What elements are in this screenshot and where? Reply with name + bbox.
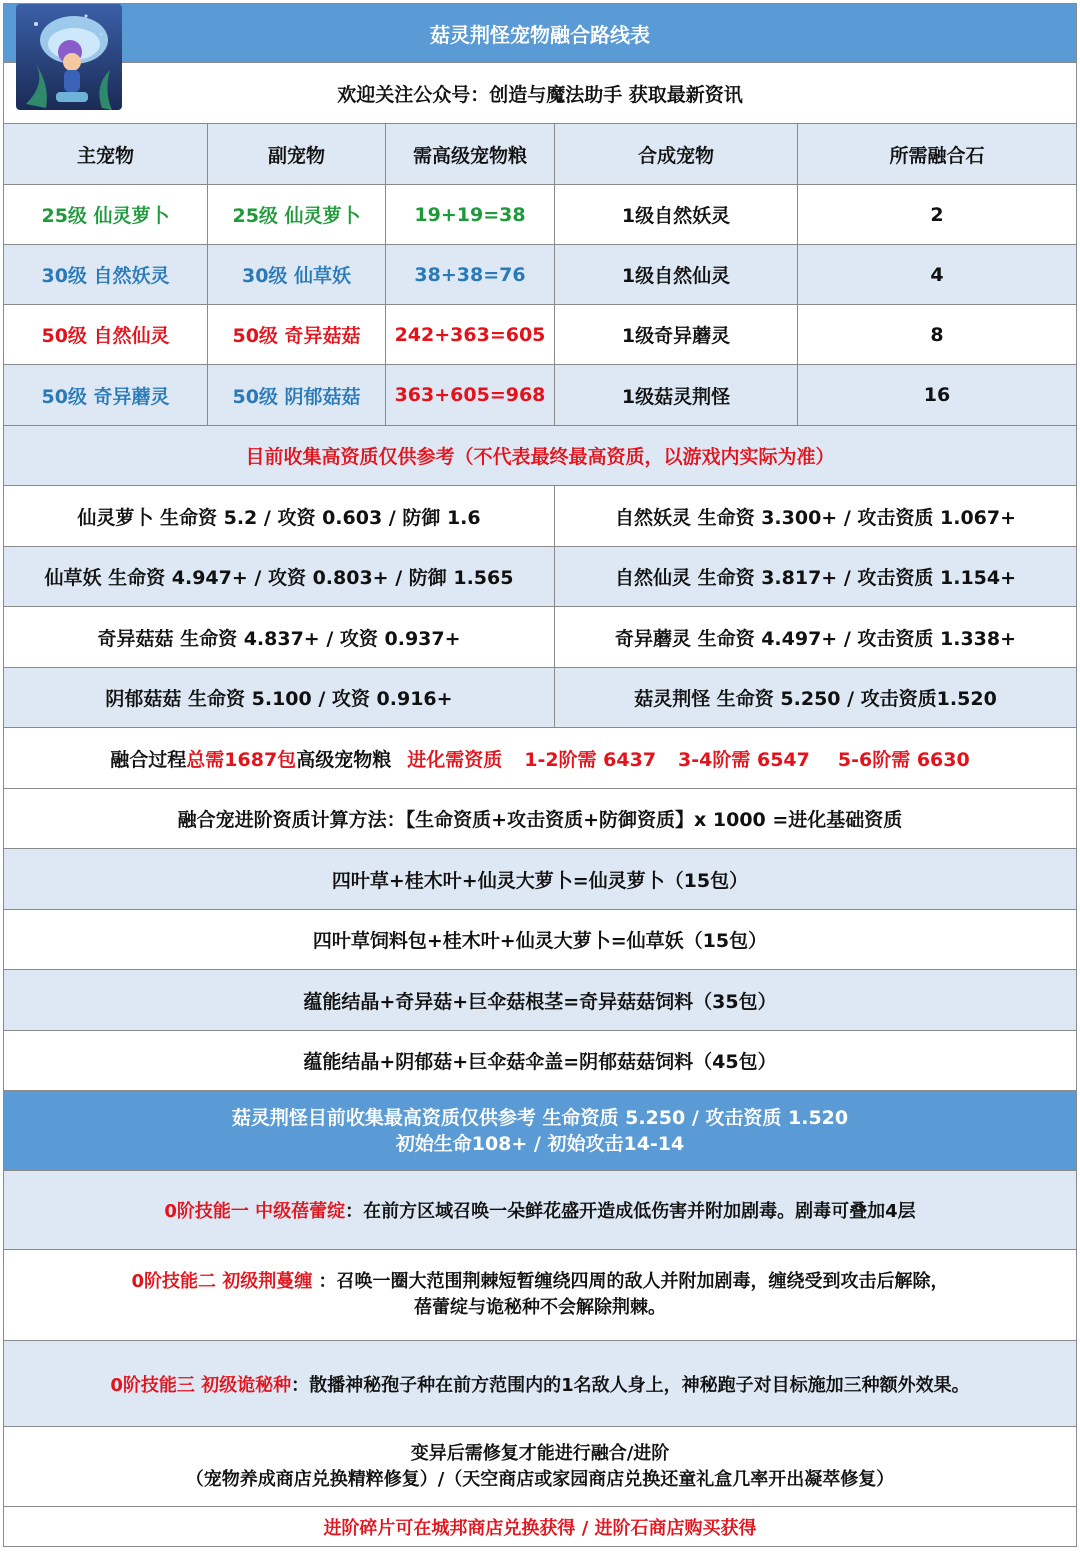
quality-right: 奇异蘑灵 生命资 4.497+ / 攻击资质 1.338+ [614,627,1017,650]
evolve-label: 进化需资质 [407,748,503,771]
result-pet: 1级自然仙灵 [555,245,798,304]
sub-pet: 50级 奇异菇菇 [208,305,386,364]
recipe-text: 蕴能结晶+阴郁菇+巨伞菇伞盖=阴郁菇菇饲料（45包） [303,1051,777,1073]
sub-pet: 25级 仙灵萝卜 [208,185,386,244]
quality-note: 目前收集高资质仅供参考（不代表最终最高资质，以游戏内实际为准） [245,446,835,468]
skill-row [4,1341,1076,1427]
quality-row [4,486,1076,547]
result-pet: 1级自然妖灵 [555,185,798,244]
skill-row [4,1250,1076,1341]
food-amount: 363+605=968 [386,365,555,425]
pet-avatar-image [16,4,122,110]
quality-left: 奇异菇菇 生命资 4.837+ / 攻资 0.937+ [4,607,555,667]
title-row [4,4,1076,63]
formula-text: 融合宠进阶资质计算方法：【生命资质+攻击资质+防御资质】x 1000 =进化基础资质 [177,809,903,831]
table-row [4,305,1076,365]
mutation-line2: （宠物养成商店兑换精粹修复）/（天空商店或家园商店兑换还童礼盒几率开出凝萃修复） [185,1468,895,1490]
footer-text: 进阶碎片可在城邦商店兑换获得 / 进阶石商店购买获得 [323,1517,757,1539]
recipe-text: 蕴能结晶+奇异菇+巨伞菇根茎=奇异菇菇饲料（35包） [303,990,777,1013]
skill-2-label: 0阶技能二 初级荆蔓缠 [131,1271,313,1292]
skill-3-desc: ：散播神秘孢子种在前方范围内的1名敌人身上，神秘跑子对目标施加三种额外效果。 [291,1374,970,1396]
food-amount: 242+363=605 [386,305,555,364]
table-row [4,245,1076,305]
final-quality [4,1091,1076,1170]
final-quality-line2: 初始生命108+ / 初始攻击14-14 [395,1132,685,1155]
quality-left: 仙灵萝卜 生命资 5.2 / 攻资 0.603 / 防御 1.6 [4,486,555,546]
stage-3-4: 3-4阶需 6547 [678,748,810,771]
quality-left: 阴郁菇菇 生命资 5.100 / 攻资 0.916+ [4,668,555,727]
mutation-line1: 变异后需修复才能进行融合/进阶 [410,1442,670,1464]
header-main-pet: 主宠物 [4,124,208,184]
stones-count: 8 [930,323,944,346]
main-pet: 30级 自然妖灵 [4,245,208,304]
quality-right: 菇灵荆怪 生命资 5.250 / 攻击资质1.520 [634,688,997,710]
recipe-row [4,849,1076,910]
recipe-row [4,1031,1076,1091]
recipe-text: 四叶草+桂木叶+仙灵大萝卜=仙灵萝卜（15包） [331,869,749,892]
formula-row [4,789,1076,849]
mutation-note [4,1427,1076,1506]
food-amount: 38+38=76 [386,245,555,304]
skill-3-label: 0阶技能三 初级诡秘种 [110,1374,292,1396]
skill-1 [4,1171,1076,1249]
skill-1-desc: ：在前方区域召唤一朵鲜花盛开造成低伤害并附加剧毒。剧毒可叠加4层 [345,1201,916,1222]
quality-row [4,607,1076,668]
header-food: 需高级宠物粮 [386,124,555,184]
stage-1-2: 1-2阶需 6437 [524,748,657,771]
fusion-total [4,728,1076,788]
quality-row [4,547,1076,607]
quality-left: 仙草妖 生命资 4.947+ / 攻资 0.803+ / 防御 1.565 [4,547,555,606]
skill-2-desc-line2: 蓓蕾绽与诡秘种不会解除荆棘。 [414,1297,666,1318]
stage-5-6: 5-6阶需 6630 [837,748,970,771]
mutation-row [4,1427,1076,1507]
subtitle-text: 欢迎关注公众号：创造与魔法助手 获取最新资讯 [337,83,743,106]
result-pet: 1级奇异蘑灵 [555,305,798,364]
page-title: 菇灵荆怪宠物融合路线表 [430,22,650,47]
final-quality-row [4,1091,1076,1171]
stones-count: 16 [923,384,951,406]
fusion-total-amount: 总需1687包 [186,748,297,771]
fusion-total-row [4,728,1076,789]
sub-pet: 30级 仙草妖 [208,245,386,304]
result-pet: 1级菇灵荆怪 [555,365,798,425]
table-row [4,365,1076,426]
stones-count: 2 [930,203,944,226]
header-stones: 所需融合石 [889,144,985,167]
final-quality-line1: 菇灵荆怪目前收集最高资质仅供参考 生命资质 5.250 / 攻击资质 1.520 [231,1106,849,1129]
quality-right: 自然妖灵 生命资 3.300+ / 攻击资质 1.067+ [614,506,1017,529]
fusion-total-prefix: 融合过程 [110,748,187,771]
quality-right: 自然仙灵 生命资 3.817+ / 攻击资质 1.154+ [614,567,1017,589]
header-result-pet: 合成宠物 [555,124,798,184]
skill-row [4,1171,1076,1250]
food-amount: 19+19=38 [386,185,555,244]
skill-1-label: 0阶技能一 中级蓓蕾绽 [164,1201,346,1222]
quality-row [4,668,1076,728]
recipe-text: 四叶草饲料包+桂木叶+仙灵大萝卜=仙草妖（15包） [312,930,768,952]
table-header-row [4,124,1076,185]
fusion-total-mid: 高级宠物粮 [296,748,392,771]
skill-3 [4,1341,1076,1426]
header-sub-pet: 副宠物 [208,124,386,184]
skill-2-desc: ：召唤一圈大范围荆棘短暂缠绕四周的敌人并附加剧毒，缠绕受到攻击后解除， [318,1271,949,1292]
skill-2 [4,1250,1076,1340]
subtitle-row [4,63,1076,124]
quality-note-row [4,426,1076,486]
fusion-route-table [3,3,1077,1547]
main-pet: 50级 自然仙灵 [4,305,208,364]
recipe-row [4,910,1076,970]
footer-row [4,1507,1076,1546]
table-row [4,185,1076,245]
recipe-row [4,970,1076,1031]
sub-pet: 50级 阴郁菇菇 [208,365,386,425]
stones-count: 4 [930,263,944,286]
main-pet: 50级 奇异蘑灵 [4,365,208,425]
main-pet: 25级 仙灵萝卜 [4,185,208,244]
